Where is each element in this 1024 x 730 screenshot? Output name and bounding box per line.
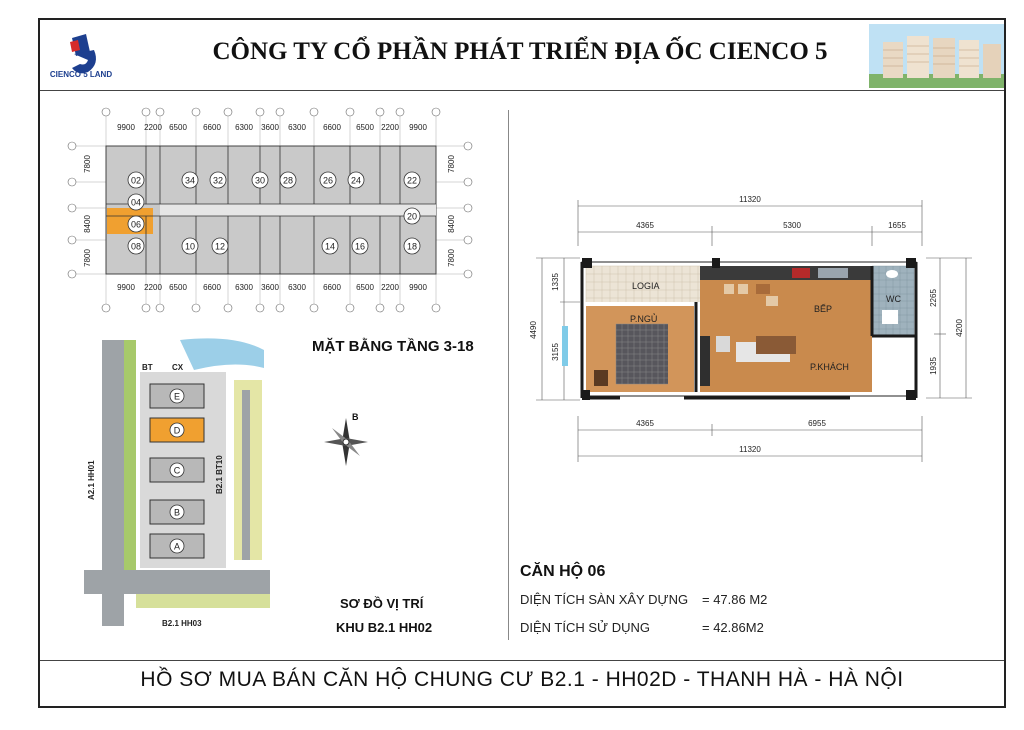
area-label: DIỆN TÍCH SÀN XÂY DỰNG: [520, 592, 689, 607]
header-divider: [40, 90, 1004, 91]
unit-number: 20: [406, 211, 418, 222]
area-row-usable: [520, 620, 764, 635]
dim-top-label: 6500: [169, 123, 187, 132]
dim-top-label: 2200: [144, 123, 162, 132]
center-divider: [508, 110, 509, 640]
dim-top-label: 9900: [117, 123, 135, 132]
dim-top-label: 6500: [356, 123, 374, 132]
unit-number: 08: [130, 241, 142, 252]
site-label-cx: CX: [172, 363, 184, 372]
site-map: [84, 330, 270, 636]
unit-number: 16: [354, 241, 366, 252]
unit-number: 34: [184, 175, 196, 186]
dim-top-label: 6300: [235, 123, 253, 132]
site-map-subtitle: KHU B2.1 HH02: [336, 620, 433, 635]
dim-right-2: 1935: [929, 357, 938, 375]
dim-bottom-label: 6300: [288, 283, 306, 292]
unit-number: 24: [350, 175, 362, 186]
site-label-hh03: B2.1 HH03: [162, 619, 202, 628]
dim-bottom-label: 2200: [144, 283, 162, 292]
dim-bottom-label: 6600: [203, 283, 221, 292]
dim-side-label: 8400: [83, 215, 92, 233]
dim-bottom-1: 4365: [636, 419, 654, 428]
apartment-plan: [520, 186, 990, 466]
dim-top-label: 3600: [261, 123, 279, 132]
floor-plan-title: MẶT BẰNG TẦNG 3-18: [312, 338, 474, 355]
dim-bottom-2: 6955: [808, 419, 826, 428]
dim-top-1: 4365: [636, 221, 654, 230]
dim-bottom-label: 9900: [117, 283, 135, 292]
dim-top-total: 11320: [739, 195, 761, 204]
dim-bottom-label: 2200: [381, 283, 399, 292]
dim-bottom-label: 3600: [261, 283, 279, 292]
dim-bottom-label: 6500: [169, 283, 187, 292]
dim-top-label: 2200: [381, 123, 399, 132]
dim-side-label: 7800: [83, 155, 92, 173]
unit-number: 32: [212, 175, 224, 186]
dim-top-label: 6300: [288, 123, 306, 132]
room-label-bedroom: P.NGỦ: [630, 314, 658, 324]
dim-bottom-label: 6600: [323, 283, 341, 292]
room-label-living: P.KHÁCH: [810, 362, 849, 372]
dim-side-label: 7800: [83, 249, 92, 267]
floor-plan-diagram: [60, 104, 480, 316]
site-block-label: C: [173, 465, 181, 476]
unit-number: 10: [184, 241, 196, 252]
site-map-title: SƠ ĐỒ VỊ TRÍ: [340, 596, 424, 611]
company-title: CÔNG TY CỔ PHẦN PHÁT TRIỂN ĐỊA ỐC CIENCO 5: [212, 38, 828, 65]
apartment-title: CĂN HỘ 06: [520, 563, 606, 580]
unit-number: 30: [254, 175, 266, 186]
dim-right-1: 2265: [929, 289, 938, 307]
site-label-bt: BT: [142, 363, 153, 372]
unit-number: 12: [214, 241, 226, 252]
dim-side-label: 7800: [447, 155, 456, 173]
dim-bottom-label: 9900: [409, 283, 427, 292]
area-value: = 42.86M2: [702, 620, 764, 635]
dim-left-total: 4490: [529, 321, 538, 339]
dim-side-label: 7800: [447, 249, 456, 267]
dim-left-1: 1335: [551, 273, 560, 291]
site-block-label: E: [173, 391, 181, 402]
unit-number: 28: [282, 175, 294, 186]
unit-number: 14: [324, 241, 336, 252]
site-block-label: A: [173, 541, 181, 552]
dim-top-2: 5300: [783, 221, 801, 230]
footer-divider: [40, 660, 1004, 661]
dim-top-label: 6600: [323, 123, 341, 132]
room-label-kitchen: BẾP: [814, 304, 833, 314]
site-label-hh01: A2.1 HH01: [87, 460, 96, 500]
unit-number: 18: [406, 241, 418, 252]
unit-number: 06: [130, 219, 142, 230]
unit-number: 26: [322, 175, 334, 186]
room-label-wc: WC: [886, 294, 901, 304]
compass-icon: [318, 410, 374, 470]
site-block-label: D: [173, 425, 181, 436]
dim-top-3: 1655: [888, 221, 906, 230]
dim-bottom-label: 6300: [235, 283, 253, 292]
building-photo: [869, 24, 1004, 88]
dim-side-label: 8400: [447, 215, 456, 233]
unit-number: 04: [130, 197, 142, 208]
area-value: = 47.86 M2: [702, 592, 768, 607]
site-label-bt10: B2.1 BT10: [215, 455, 224, 494]
site-block-label: B: [173, 507, 181, 518]
dim-left-2: 3155: [551, 343, 560, 361]
area-row-built: [520, 592, 767, 607]
dim-top-label: 6600: [203, 123, 221, 132]
room-label-logia: LOGIA: [632, 281, 660, 291]
dim-bottom-total: 11320: [739, 445, 761, 454]
unit-number: 22: [406, 175, 418, 186]
dim-right-total: 4200: [955, 319, 964, 337]
unit-number: 02: [130, 175, 142, 186]
dim-top-label: 9900: [409, 123, 427, 132]
area-label: DIỆN TÍCH SỬ DỤNG: [520, 620, 651, 635]
dim-bottom-label: 6500: [356, 283, 374, 292]
logo-text: CIENCO 5 LAND: [49, 70, 113, 79]
compass-label: B: [352, 412, 359, 422]
footer-title: HỒ SƠ MUA BÁN CĂN HỘ CHUNG CƯ B2.1 - HH02D - THANH HÀ - HÀ NỘI: [140, 668, 904, 691]
